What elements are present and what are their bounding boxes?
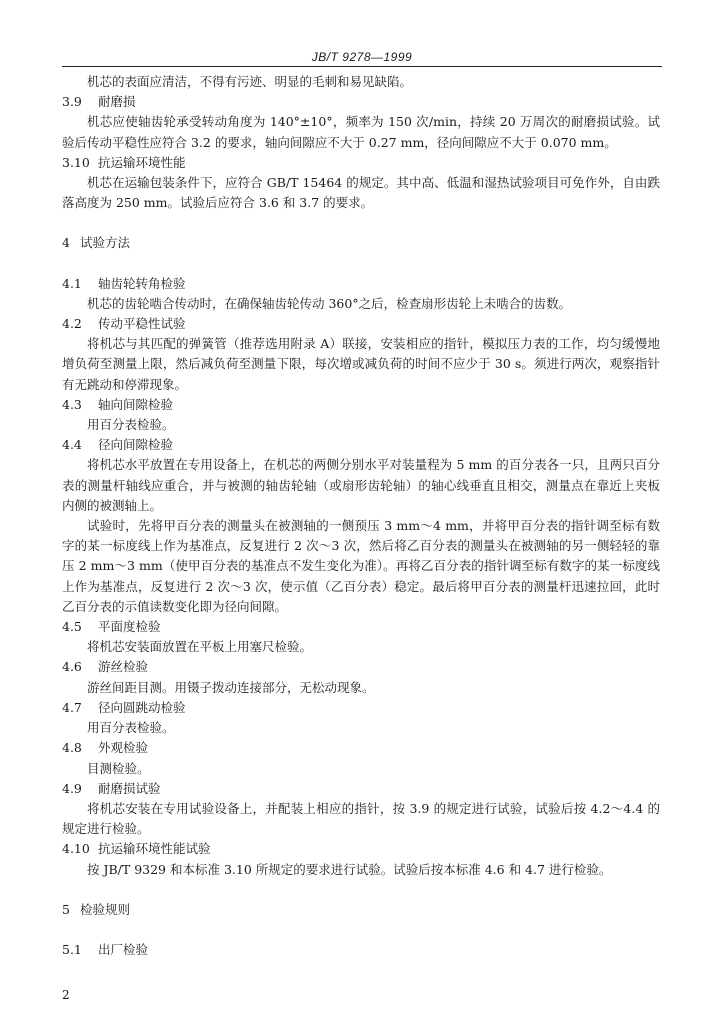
clause-number: 3.10 bbox=[62, 154, 90, 170]
clause-number: 4.10 bbox=[62, 841, 90, 857]
clause-title: 轴向间隙检验 bbox=[98, 396, 174, 412]
clause-title: 径向间隙检验 bbox=[98, 437, 174, 453]
clause-heading bbox=[62, 779, 660, 799]
clause-number: 4.2 bbox=[62, 316, 82, 332]
paragraph: 试验时，先将甲百分表的测量头在被测轴的一侧预压 3 mm～4 mm，并将甲百分表的指针调至标有数字的某一标度线上作为基准点，反复进行 2 次～3 次，然后将乙百分表的测量头在被测轴的另一侧轻轻的靠压 2 mm～3 mm（使甲百分表的基准点不发生变化为准）。再将乙百分表的指针调至标有数字的某一标度线上作为基准点，反复进行 2 次～3 次，使示值（乙百分表）稳定。最后将甲百分表的测量杆迅速拉回，此时乙百分表的示值读数变化即为径向间隙。 bbox=[62, 518, 660, 614]
spacer bbox=[62, 254, 660, 274]
clause-title: 平面度检验 bbox=[98, 619, 161, 635]
clause-number: 5 bbox=[62, 901, 70, 917]
paragraph: 机芯在运输包装条件下，应符合 GB/T 15464 的规定。其中高、低温和湿热试验项目可免作外，自由跌落高度为 250 mm。试验后应符合 3.6 和 3.7 的要求。 bbox=[62, 175, 660, 211]
clause-title: 抗运输环境性能 bbox=[98, 154, 186, 170]
clause-heading bbox=[62, 698, 660, 718]
clause-title: 轴齿轮转角检验 bbox=[98, 275, 186, 291]
clause-number: 4.9 bbox=[62, 780, 82, 796]
paragraph: 机芯的表面应清洁，不得有污迹、明显的毛刺和易见缺陷。 bbox=[87, 74, 413, 89]
clause-title: 游丝检验 bbox=[98, 659, 149, 675]
clause-heading bbox=[62, 657, 660, 677]
clause-heading bbox=[62, 274, 660, 294]
clause-heading bbox=[62, 839, 660, 859]
clause-title: 出厂检验 bbox=[98, 941, 149, 957]
paragraph: 用百分表检验。 bbox=[87, 417, 175, 433]
spacer bbox=[62, 920, 660, 940]
clause-title: 耐磨损试验 bbox=[98, 780, 161, 796]
paragraph: 用百分表检验。 bbox=[87, 720, 175, 736]
paragraph: 游丝间距目测。用镊子拨动连接部分，无松动现象。 bbox=[87, 679, 375, 695]
running-header: JB/T 9278—1999 bbox=[311, 50, 413, 64]
clause-heading bbox=[62, 153, 660, 173]
clause-number: 4.4 bbox=[62, 437, 82, 453]
clause-number: 4.6 bbox=[62, 659, 82, 675]
clause-title: 耐磨损 bbox=[98, 94, 136, 110]
clause-number: 3.9 bbox=[62, 94, 82, 110]
clause-title: 外观检验 bbox=[98, 740, 149, 756]
clause-heading bbox=[62, 940, 660, 960]
paragraph: 将机芯水平放置在专用设备上，在机芯的两侧分别水平对装量程为 5 mm 的百分表各一只，且两只百分表的测量杆轴线应重合，并与被测的轴齿轮轴（或扇形齿轮轴）的轴心线垂直且相交，测量点在靠近上夹板内侧的被测轴上。 bbox=[62, 457, 660, 513]
clause-number: 4.5 bbox=[62, 619, 82, 635]
paragraph: 将机芯安装在专用试验设备上，并配装上相应的指针，按 3.9 的规定进行试验，试验后按 4.2～4.4 的规定进行检验。 bbox=[62, 800, 660, 837]
document-body bbox=[62, 72, 660, 960]
clause-number: 4.7 bbox=[62, 699, 82, 715]
clause-title: 检验规则 bbox=[80, 901, 131, 917]
paragraph: 机芯应使轴齿轮承受转动角度为 140°±10°，频率为 150 次/min，持续 20 万周次的耐磨损试验。试验后传动平稳性应符合 3.2 的要求，轴向间隙应不大于 0.27 mm，径向间隙应不大于 0.070 mm。 bbox=[62, 114, 660, 150]
paragraph: 按 JB/T 9329 和本标准 3.10 所规定的要求进行试验。试验后按本标准 4.6 和 4.7 进行检验。 bbox=[87, 861, 612, 877]
clause-number: 4.3 bbox=[62, 396, 82, 412]
page-number: 2 bbox=[62, 988, 70, 1002]
clause-number: 4 bbox=[62, 235, 70, 251]
header-rule bbox=[62, 66, 662, 67]
clause-number: 4.8 bbox=[62, 740, 82, 756]
clause-title: 抗运输环境性能试验 bbox=[98, 841, 211, 857]
clause-heading bbox=[62, 738, 660, 758]
clause-title: 传动平稳性试验 bbox=[98, 316, 186, 332]
spacer bbox=[62, 213, 660, 233]
spacer bbox=[62, 880, 660, 900]
section-heading bbox=[62, 233, 660, 253]
paragraph: 机芯的齿轮啮合传动时，在确保轴齿轮传动 360°之后，检查扇形齿轮上未啮合的齿数。 bbox=[87, 295, 572, 311]
paragraph: 将机芯与其匹配的弹簧管（推荐选用附录 A）联接，安装相应的指针，模拟压力表的工作，均匀缓慢地增负荷至测量上限，然后减负荷至测量下限，每次增或减负荷的时间不应少于 30 s。须进行两次，观察指针有无跳动和停滞现象。 bbox=[62, 336, 660, 392]
clause-number: 5.1 bbox=[62, 941, 82, 957]
section-heading bbox=[62, 900, 660, 920]
clause-title: 径向圆跳动检验 bbox=[98, 699, 186, 715]
clause-number: 4.1 bbox=[62, 275, 82, 291]
clause-heading bbox=[62, 395, 660, 415]
paragraph: 将机芯安装面放置在平板上用塞尺检验。 bbox=[87, 639, 313, 655]
clause-heading bbox=[62, 435, 660, 455]
paragraph: 目测检验。 bbox=[87, 760, 150, 776]
clause-heading bbox=[62, 617, 660, 637]
clause-title: 试验方法 bbox=[80, 235, 131, 251]
clause-heading bbox=[62, 314, 660, 334]
clause-heading bbox=[62, 92, 660, 112]
